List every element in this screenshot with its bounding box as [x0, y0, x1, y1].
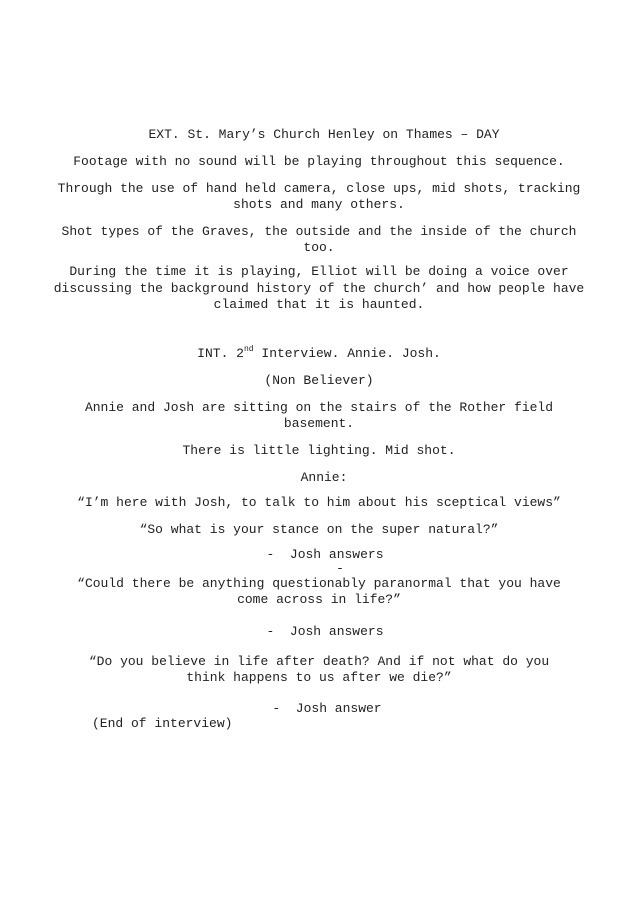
action-lighting: There is little lighting. Mid shot.: [182, 443, 456, 458]
dialogue-question-2-line-1: “Could there be anything questionably paranormal that you have: [77, 576, 561, 591]
heading-prefix: INT. 2: [197, 346, 244, 361]
description-voiceover-line-2: discussing the background history of the church’ and how people have: [53, 281, 585, 296]
dialogue-question-3-line-2: think happens to us after we die?”: [186, 670, 452, 685]
description-sound: Footage with no sound will be playing throughout this sequence.: [73, 154, 565, 169]
character-name: Annie:: [300, 470, 348, 485]
description-voiceover-line-1: During the time it is playing, Elliot will be doing a voice over: [69, 264, 569, 279]
dialogue-intro: “I’m here with Josh, to talk to him about his sceptical views”: [77, 495, 561, 510]
stray-dash: -: [336, 561, 344, 576]
heading-rest: Interview. Annie. Josh.: [253, 346, 441, 361]
answer-note-1: - Josh answers: [266, 547, 384, 562]
action-stairs-line-1: Annie and Josh are sitting on the stairs of the Rother field: [84, 400, 554, 415]
dialogue-question-2-line-2: come across in life?”: [237, 592, 401, 607]
action-stairs-line-2: basement.: [283, 416, 355, 431]
description-camera-line-2: shots and many others.: [233, 197, 405, 212]
description-voiceover-line-3: claimed that it is haunted.: [213, 297, 425, 312]
scene-heading-interior: [0, 346, 638, 362]
description-shots-line-2: too.: [303, 240, 335, 255]
interview-subtitle: (Non Believer): [264, 373, 374, 388]
description-shots-line-1: Shot types of the Graves, the outside and the inside of the church: [61, 224, 577, 239]
dialogue-question-3-line-1: “Do you believe in life after death? And if not what do you: [88, 654, 550, 669]
answer-note-2: - Josh answers: [266, 624, 384, 639]
scene-heading-exterior: EXT. St. Mary’s Church Henley on Thames – DAY: [148, 127, 500, 142]
answer-note-3: - Josh answer: [272, 701, 382, 716]
heading-ordinal: nd: [243, 345, 254, 354]
description-camera-line-1: Through the use of hand held camera, close ups, mid shots, tracking: [57, 181, 581, 196]
end-of-interview: (End of interview): [92, 716, 233, 731]
dialogue-question-1: “So what is your stance on the super natural?”: [139, 522, 499, 537]
